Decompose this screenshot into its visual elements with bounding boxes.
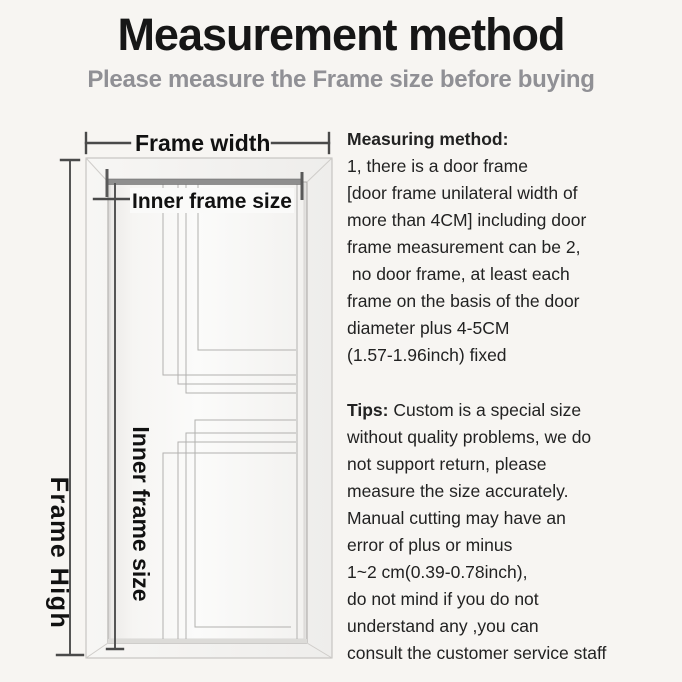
rod-bar — [106, 179, 303, 185]
tips-block — [347, 397, 680, 667]
tips-first-line — [347, 397, 680, 424]
tips-heading: Tips: — [347, 400, 389, 420]
instruction-line: no door frame, at least each — [347, 264, 570, 284]
tips-line: measure the size accurately. — [347, 481, 569, 501]
measuring-method-lines — [347, 153, 680, 369]
tips-heading-rest: Custom is a special size — [388, 400, 582, 420]
inner-frame-size-vertical-label: Inner frame size — [128, 426, 154, 602]
text-column — [347, 126, 680, 667]
frame-width-label: Frame width — [135, 130, 271, 156]
instruction-line: (1.57-1.96inch) fixed — [347, 345, 507, 365]
instruction-line: frame measurement can be 2, — [347, 237, 581, 257]
door-threshold — [108, 639, 307, 643]
door-diagram-svg — [38, 122, 348, 674]
frame-high-label: Frame High — [45, 476, 73, 630]
measuring-method-block — [347, 126, 680, 369]
tips-line: Manual cutting may have an — [347, 508, 566, 528]
tips-line: not support return, please — [347, 454, 547, 474]
tips-line: understand any ,you can — [347, 616, 539, 636]
measuring-method-heading: Measuring method: — [347, 129, 509, 149]
instruction-line: 1, there is a door frame — [347, 156, 528, 176]
frame-width-measure — [86, 130, 329, 156]
tips-line: without quality problems, we do — [347, 427, 592, 447]
tips-line: error of plus or minus — [347, 535, 513, 555]
frame-high-measure — [45, 160, 83, 655]
tips-line: do not mind if you do not — [347, 589, 539, 609]
page-title: Measurement method — [117, 9, 565, 60]
header — [0, 0, 682, 94]
instruction-line: [door frame unilateral width of — [347, 183, 578, 203]
instruction-line: diameter plus 4-5CM — [347, 318, 510, 338]
instruction-line: more than 4CM] including door — [347, 210, 587, 230]
page-subtitle: Please measure the Frame size before buying — [87, 66, 595, 93]
tips-line: 1~2 cm(0.39-0.78inch), — [347, 562, 528, 582]
tips-line: consult the customer service staff — [347, 643, 607, 663]
door-measurement-diagram — [38, 122, 348, 674]
tips-lines — [347, 424, 680, 667]
inner-frame-size-horizontal-label: Inner frame size — [132, 190, 292, 213]
instruction-line: frame on the basis of the door — [347, 291, 580, 311]
